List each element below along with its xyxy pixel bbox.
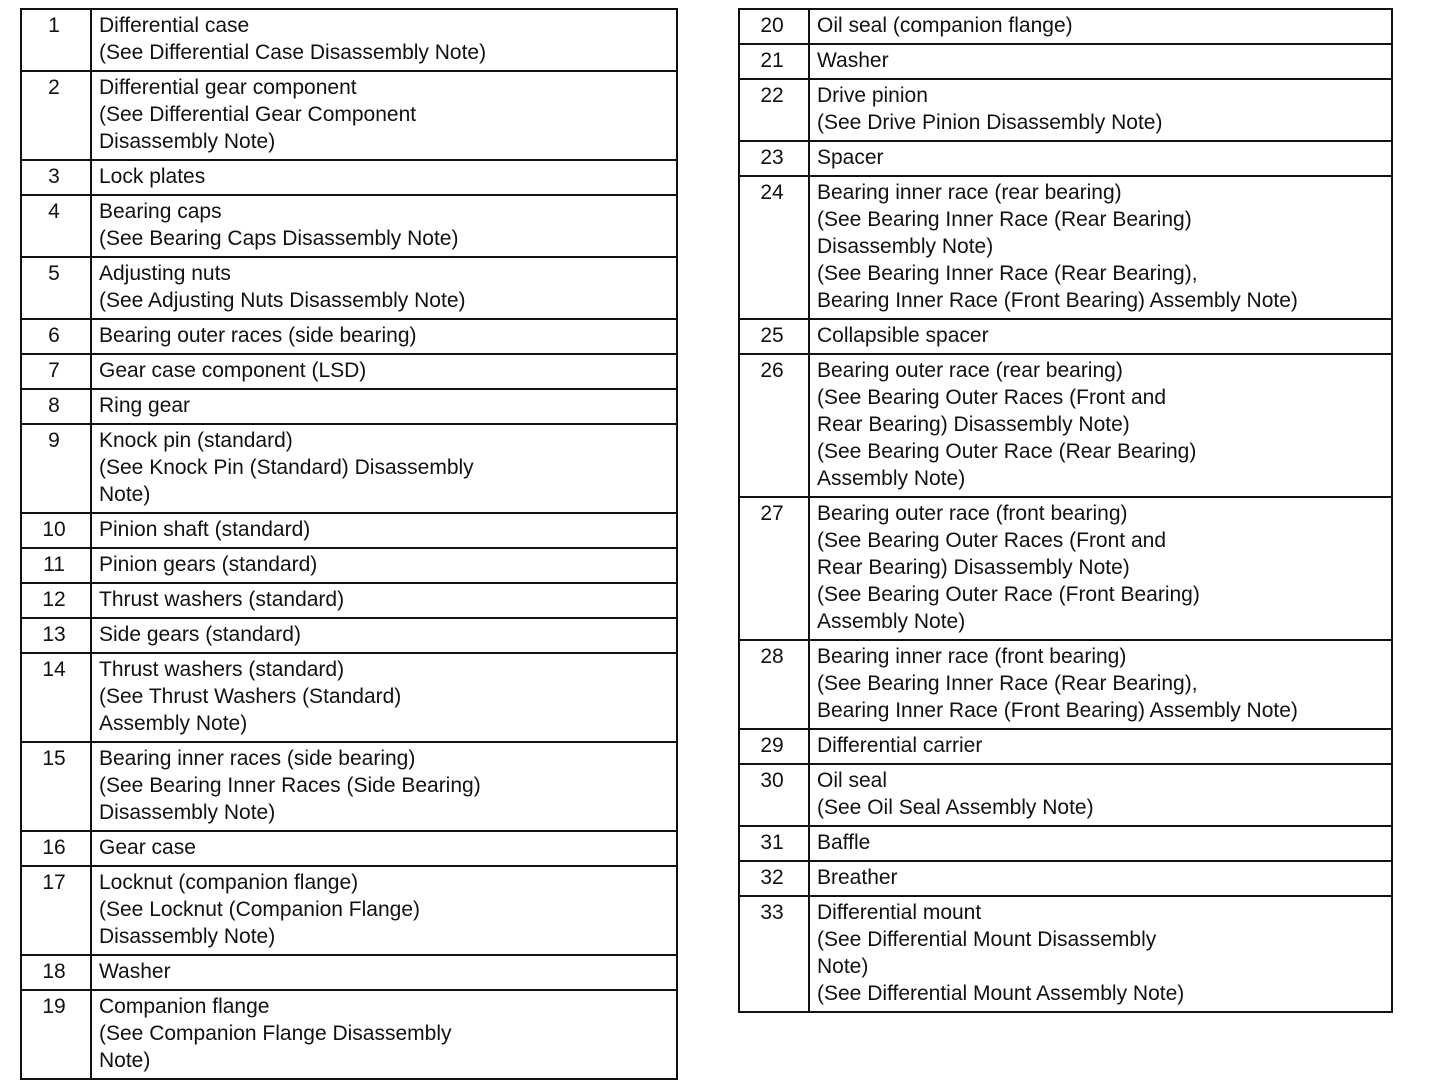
part-number: 2 xyxy=(21,71,91,160)
table-row xyxy=(21,831,677,866)
part-description: Differential case (See Differential Case Disassembly Note) xyxy=(91,9,677,71)
table-row xyxy=(739,9,1392,44)
part-number: 18 xyxy=(21,955,91,990)
part-description: Bearing outer race (front bearing) (See Bearing Outer Races (Front and Rear Bearing) Disassembly Note) (See Bearing Outer Race (Front Bearing) Assembly Note) xyxy=(809,497,1392,640)
table-row xyxy=(21,653,677,742)
part-description: Collapsible spacer xyxy=(809,319,1392,354)
part-number: 16 xyxy=(21,831,91,866)
part-number: 7 xyxy=(21,354,91,389)
part-description: Bearing inner races (side bearing) (See Bearing Inner Races (Side Bearing) Disassembly Note) xyxy=(91,742,677,831)
table-row xyxy=(21,513,677,548)
part-description: Washer xyxy=(809,44,1392,79)
part-number: 11 xyxy=(21,548,91,583)
part-number: 12 xyxy=(21,583,91,618)
part-number: 25 xyxy=(739,319,809,354)
table-row xyxy=(739,319,1392,354)
part-number: 21 xyxy=(739,44,809,79)
part-number: 20 xyxy=(739,9,809,44)
table-row xyxy=(21,71,677,160)
table-row xyxy=(21,195,677,257)
table-row xyxy=(21,548,677,583)
part-number: 4 xyxy=(21,195,91,257)
table-row xyxy=(21,319,677,354)
part-description: Washer xyxy=(91,955,677,990)
part-description: Differential mount (See Differential Mount Disassembly Note) (See Differential Mount Assembly Note) xyxy=(809,896,1392,1012)
part-description: Thrust washers (standard) (See Thrust Washers (Standard) Assembly Note) xyxy=(91,653,677,742)
part-description: Oil seal (companion flange) xyxy=(809,9,1392,44)
part-number: 3 xyxy=(21,160,91,195)
part-description: Spacer xyxy=(809,141,1392,176)
table-row xyxy=(739,79,1392,141)
part-description: Gear case component (LSD) xyxy=(91,354,677,389)
table-row xyxy=(21,618,677,653)
part-description: Gear case xyxy=(91,831,677,866)
part-description: Drive pinion (See Drive Pinion Disassembly Note) xyxy=(809,79,1392,141)
part-number: 29 xyxy=(739,729,809,764)
part-description: Pinion gears (standard) xyxy=(91,548,677,583)
parts-table-left xyxy=(20,8,678,1080)
parts-table-right xyxy=(738,8,1393,1013)
part-number: 15 xyxy=(21,742,91,831)
table-row xyxy=(739,640,1392,729)
table-row xyxy=(21,955,677,990)
table-row xyxy=(21,866,677,955)
part-number: 9 xyxy=(21,424,91,513)
part-number: 33 xyxy=(739,896,809,1012)
part-description: Bearing outer races (side bearing) xyxy=(91,319,677,354)
part-description: Bearing inner race (rear bearing) (See Bearing Inner Race (Rear Bearing) Disassembly Note) (See Bearing Inner Race (Rear Bearing), Bearing Inner Race (Front Bearing) Assembly Note) xyxy=(809,176,1392,319)
part-description: Pinion shaft (standard) xyxy=(91,513,677,548)
part-number: 13 xyxy=(21,618,91,653)
table-row xyxy=(739,729,1392,764)
table-row xyxy=(739,861,1392,896)
part-number: 23 xyxy=(739,141,809,176)
part-number: 27 xyxy=(739,497,809,640)
part-number: 28 xyxy=(739,640,809,729)
part-number: 17 xyxy=(21,866,91,955)
part-number: 5 xyxy=(21,257,91,319)
part-number: 30 xyxy=(739,764,809,826)
part-description: Ring gear xyxy=(91,389,677,424)
part-number: 26 xyxy=(739,354,809,497)
part-description: Bearing caps (See Bearing Caps Disassembly Note) xyxy=(91,195,677,257)
table-row xyxy=(21,389,677,424)
part-description: Locknut (companion flange) (See Locknut (Companion Flange) Disassembly Note) xyxy=(91,866,677,955)
table-row xyxy=(21,354,677,389)
part-description: Companion flange (See Companion Flange Disassembly Note) xyxy=(91,990,677,1079)
part-description: Knock pin (standard) (See Knock Pin (Standard) Disassembly Note) xyxy=(91,424,677,513)
part-description: Adjusting nuts (See Adjusting Nuts Disassembly Note) xyxy=(91,257,677,319)
table-row xyxy=(21,160,677,195)
table-row xyxy=(739,141,1392,176)
table-row xyxy=(21,9,677,71)
part-number: 10 xyxy=(21,513,91,548)
part-description: Bearing inner race (front bearing) (See Bearing Inner Race (Rear Bearing), Bearing Inner Race (Front Bearing) Assembly Note) xyxy=(809,640,1392,729)
table-row xyxy=(21,742,677,831)
table-row xyxy=(739,354,1392,497)
table-row xyxy=(739,176,1392,319)
part-number: 1 xyxy=(21,9,91,71)
table-row xyxy=(21,583,677,618)
part-number: 6 xyxy=(21,319,91,354)
part-description: Baffle xyxy=(809,826,1392,861)
part-number: 24 xyxy=(739,176,809,319)
table-row xyxy=(739,44,1392,79)
table-row xyxy=(21,990,677,1079)
part-description: Side gears (standard) xyxy=(91,618,677,653)
part-description: Differential carrier xyxy=(809,729,1392,764)
table-row xyxy=(739,826,1392,861)
part-description: Differential gear component (See Differential Gear Component Disassembly Note) xyxy=(91,71,677,160)
table-row xyxy=(739,497,1392,640)
part-number: 22 xyxy=(739,79,809,141)
part-number: 14 xyxy=(21,653,91,742)
part-number: 32 xyxy=(739,861,809,896)
part-number: 8 xyxy=(21,389,91,424)
table-row xyxy=(739,896,1392,1012)
table-row xyxy=(21,257,677,319)
table-row xyxy=(739,764,1392,826)
part-description: Lock plates xyxy=(91,160,677,195)
part-description: Bearing outer race (rear bearing) (See Bearing Outer Races (Front and Rear Bearing) Disassembly Note) (See Bearing Outer Race (Rear Bearing) Assembly Note) xyxy=(809,354,1392,497)
part-number: 31 xyxy=(739,826,809,861)
table-row xyxy=(21,424,677,513)
part-number: 19 xyxy=(21,990,91,1079)
part-description: Oil seal (See Oil Seal Assembly Note) xyxy=(809,764,1392,826)
part-description: Breather xyxy=(809,861,1392,896)
part-description: Thrust washers (standard) xyxy=(91,583,677,618)
